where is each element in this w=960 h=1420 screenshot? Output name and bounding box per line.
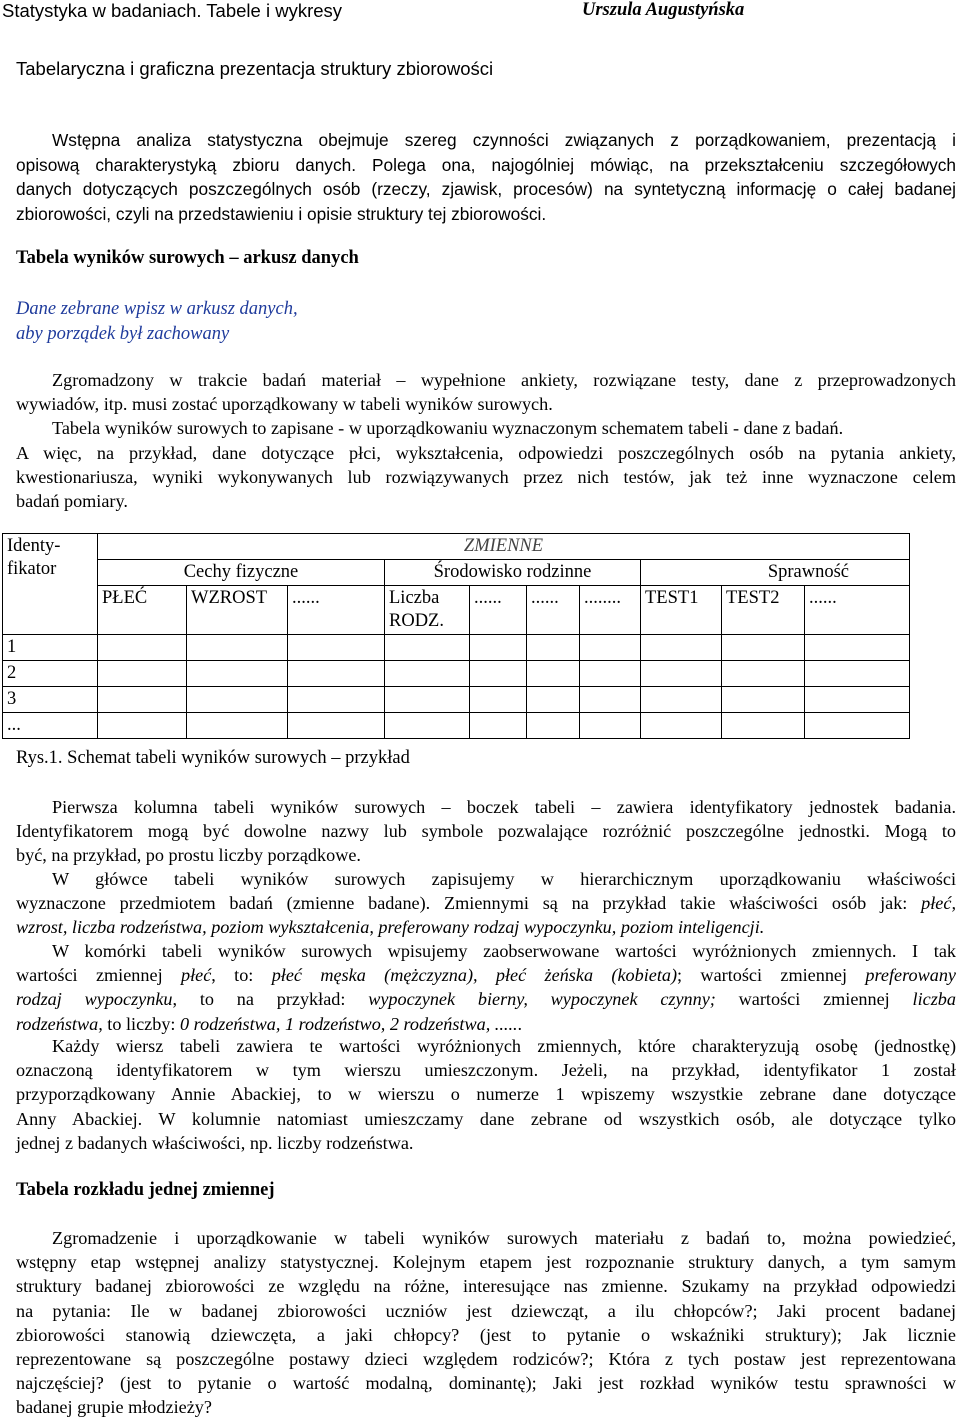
raw-results-schema-table	[2, 533, 910, 739]
paragraph-raw-table: Zgromadzony w trakcie badań materiał – wypełnione ankiety, rozwiązane testy, dane z przeprowadzonych wywiadów, itp. musi zostać uporządkowany w tabeli wyników surowych. Tabela wyników surowych to zapisane - w uporządkowaniu wyznaczonym schematem tabeli - dane z badań. A więc, na przykład, dane dotyczące płci, wykształcenia, odpowiedzi poszczególnych osób na pytania ankiety, kwestionariusza, wyniki wykonywanych lub rozwiązywanych przez nich testów, jak też inne wyznaczone celem badań pomiary.	[16, 370, 956, 512]
col-siblings: Liczba RODZ.	[385, 586, 470, 635]
col-test2: TEST2	[722, 586, 805, 635]
col-more-2: ......	[470, 586, 527, 635]
header-title: Statystyka w badaniach. Tabele i wykresy	[2, 0, 343, 21]
group-physical: Cechy fizyczne	[98, 560, 385, 586]
col-more-5: ......	[805, 586, 910, 635]
table-caption: Rys.1. Schemat tabeli wyników surowych – przykład	[16, 748, 410, 768]
table-row-id: 1	[3, 635, 98, 661]
table-row-id: 3	[3, 687, 98, 713]
col-height: WZROST	[187, 586, 288, 635]
col-more-1: ......	[288, 586, 385, 635]
single-variable-heading: Tabela rozkładu jednej zmiennej	[16, 1180, 275, 1200]
table-row-id: ...	[3, 713, 98, 739]
paragraph-rows: Każdy wiersz tabeli zawiera te wartości wyróżnionych zmiennych, które charakteryzują osobę (jednostkę) oznaczoną identyfikatorem w tym wierszu umieszczonym. Jeżeli, na przykład, identyfikator 1 został przyporządkowany Annie Abackiej, to w wierszu o numerze 1 wpiszemy wszystkie zebrane dane dotyczące Anny Abackiej. W kolumnie natomiast umieszczamy dane zebrane od wszystkich osób, ale dotyczące tylko jednej z badanych właściwości, np. liczby rodzeństwa.	[16, 1036, 956, 1153]
paragraph-head: W główce tabeli wyników surowych zapisujemy w hierarchicznym uporządkowaniu właściwości wyznaczone przedmiotem badań (zmienne badane). Zmiennymi są na przykład takie właściwości osób jak: płeć, wzrost, liczba rodzeństwa, poziom wykształcenia, preferowany rodzaj wypoczynku, poziom inteligencji.	[16, 869, 956, 938]
group-family: Środowisko rodzinne	[385, 560, 641, 586]
group-fitness: Sprawność	[641, 560, 910, 586]
variables-header: ZMIENNE	[98, 534, 910, 560]
section-heading: Tabelaryczna i graficzna prezentacja struktury zbiorowości	[16, 58, 494, 79]
paragraph-stub: Pierwsza kolumna tabeli wyników surowych – boczek tabeli – zawiera identyfikatory jednostek badania. Identyfikatorem mogą być dowolne nazwy lub symbole pozwalające rozróżnić poszczególne jednostki. Mogą to być, na przykład, po prostu liczby porządkowe.	[16, 797, 956, 866]
header-author: Urszula Augustyńska	[582, 0, 745, 20]
col-more-4: ........	[580, 586, 641, 635]
paragraph-distribution: Zgromadzenie i uporządkowanie w tabeli wyników surowych materiału z badań to, można powiedzieć, wstępny etap wstępnej analizy statystycznej. Kolejnym etapem jest rozpoznanie struktury danych, a tym samym struktury badanej zbiorowości ze względu na różne, interesujące nas zmienne. Szukamy na przykład odpowiedzi na pytania: Ile w badanej zbiorowości uczniów jest dziewcząt, a ilu chłopców?; Jaki procent badanej zbiorowości stanowią dziewczęta, a jaki chłopcy? (jest to pytanie o wskaźniki struktury); Jak licznie reprezentowane są poszczególne postawy dzieci względem rodziców?; Która z tych postaw jest reprezentowana najczęściej? (jest to pytanie o wartość modalną, dominantę); Jaki jest rozkład wyników testu sprawności w badanej grupie młodzieży?	[16, 1228, 956, 1418]
identifier-header: Identy- fikator	[3, 534, 98, 635]
intro-paragraph: Wstępna analiza statystyczna obejmuje szereg czynności związanych z porządkowaniem, prezentacją i opisową charakterystyką zbioru danych. Polega ona, najogólniej mówiąc, na przekształceniu szczegółowych danych dotyczących poszczególnych osób (rzeczy, zjawisk, procesów) na syntetyczną informację o całej badanej zbiorowości, czyli na przedstawieniu i opisie struktury tej zbiorowości.	[16, 130, 956, 224]
raw-table-heading: Tabela wyników surowych – arkusz danych	[16, 248, 359, 268]
col-more-3: ......	[527, 586, 580, 635]
table-row-id: 2	[3, 661, 98, 687]
callout-note: Dane zebrane wpisz w arkusz danych, aby porządek był zachowany	[16, 299, 298, 344]
col-sex: PŁEĆ	[98, 586, 187, 635]
paragraph-cells: W komórki tabeli wyników surowych wpisujemy zaobserwowane wartości wyróżnionych zmiennych. I tak wartości zmiennej płeć, to: płeć męska (mężczyzna), płeć żeńska (kobieta); wartości zmiennej preferowany rodzaj wypoczynku, to na przykład: wypoczynek bierny, wypoczynek czynny; wartości zmiennej liczba rodzeństwa, to liczby: 0 rodzeństwa, 1 rodzeństwo, 2 rodzeństwa, ......	[16, 941, 956, 1034]
col-test1: TEST1	[641, 586, 722, 635]
